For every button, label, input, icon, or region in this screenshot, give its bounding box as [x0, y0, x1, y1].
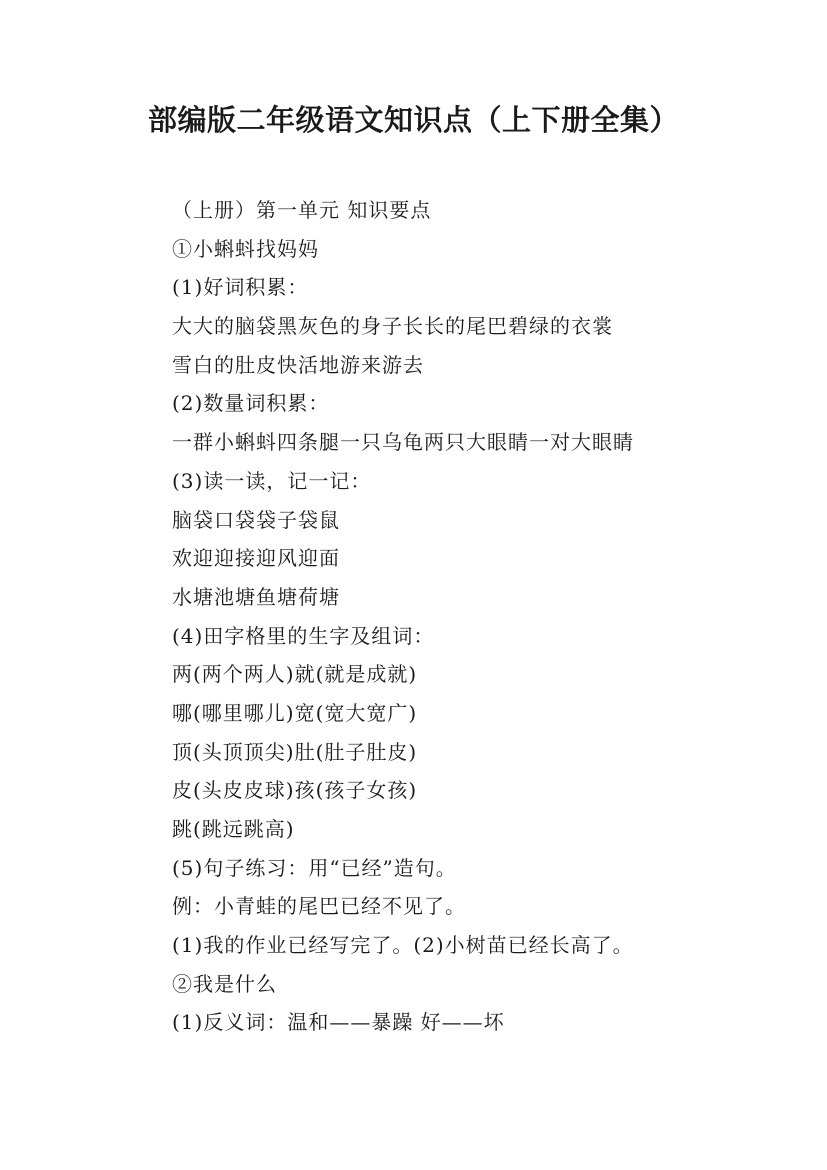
- subsection-heading: (4)田字格里的生字及组词：: [172, 623, 435, 648]
- text-line: 皮(头皮皮球)孩(孩子女孩): [172, 778, 418, 803]
- text-line: 雪白的肚皮快活地游来游去: [172, 352, 424, 377]
- text-line: 水塘池塘鱼塘荷塘: [172, 584, 340, 609]
- text-line: (1)我的作业已经写完了。(2)小树苗已经长高了。: [172, 933, 634, 958]
- text-line: 跳(跳远跳高): [172, 817, 295, 841]
- text-line: 一群小蝌蚪四条腿一只乌龟两只大眼睛一对大眼睛: [172, 430, 634, 455]
- subsection-heading: (5)句子练习：用“已经”造句。: [172, 855, 457, 880]
- text-line: 欢迎迎接迎风迎面: [172, 546, 340, 571]
- lesson-title: ①小蝌蚪找妈妈: [172, 236, 319, 261]
- text-line: 两(两个两人)就(就是成就): [172, 662, 418, 687]
- text-line: 例：小青蛙的尾巴已经不见了。: [172, 894, 466, 919]
- subsection-heading: (1)反义词：温和——暴躁 好——坏: [172, 1010, 505, 1035]
- subsection-heading: (3)读一读，记一记：: [172, 468, 372, 493]
- lesson-title: ②我是什么: [172, 971, 277, 996]
- text-line: 顶(头顶顶尖)肚(肚子肚皮): [172, 739, 418, 764]
- document-title: 部编版二年级语文知识点（上下册全集）: [147, 103, 679, 137]
- document-body: [172, 196, 792, 1047]
- text-line: 大大的脑袋黑灰色的身子长长的尾巴碧绿的衣裳: [172, 314, 613, 339]
- text-line: 脑袋口袋袋子袋鼠: [172, 507, 340, 532]
- section-heading: （上册）第一单元 知识要点: [172, 198, 432, 222]
- subsection-heading: (1)好词积累：: [172, 275, 309, 300]
- text-line: 哪(哪里哪儿)宽(宽大宽广): [172, 700, 418, 725]
- subsection-heading: (2)数量词积累：: [172, 391, 330, 416]
